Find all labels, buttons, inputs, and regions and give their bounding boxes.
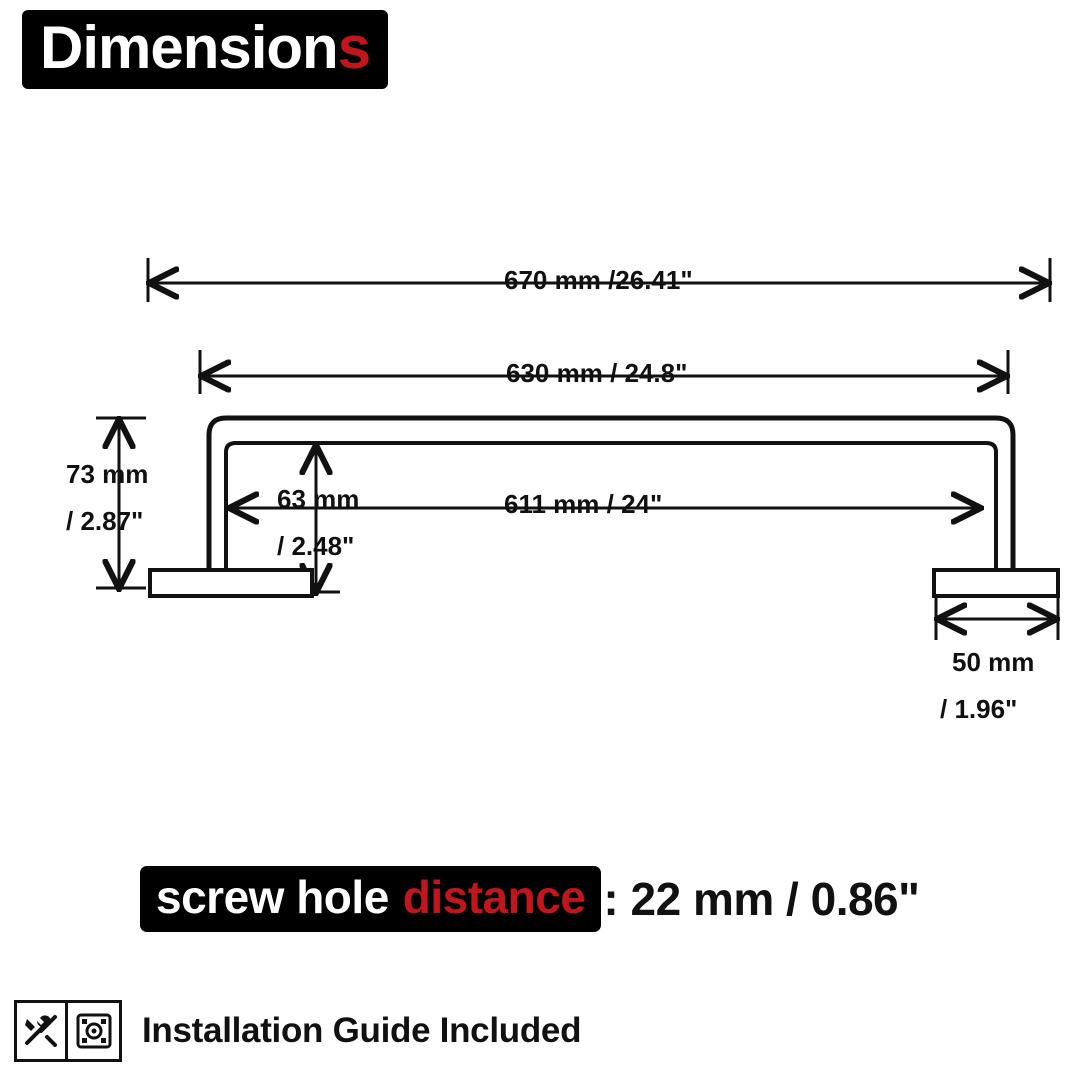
dim-label-total-depth-line2: / 2.87" [66, 506, 144, 536]
dim-label-inner-bar-width: 611 mm / 24" [504, 489, 663, 519]
dim-label-overall-width: 670 mm /26.41" [504, 265, 693, 295]
screw-hole-banner [140, 866, 601, 932]
tools-icon [14, 1000, 68, 1062]
dim-label-total-depth-line1: 73 mm [66, 459, 149, 489]
page-title-accent: s [337, 14, 371, 81]
footer-icon-group [14, 1000, 122, 1062]
installation-guide-row [14, 1000, 581, 1062]
dim-label-mount-center-width: 630 mm / 24.8" [506, 358, 688, 388]
screw-hole-accent: distance [402, 871, 586, 923]
dim-label-bar-depth-line2: / 2.48" [277, 531, 355, 561]
installation-guide-label: Installation Guide Included [142, 1011, 582, 1050]
screw-hole-text: screw hole [156, 871, 389, 923]
manual-icon [68, 1000, 122, 1062]
page-title-main: Dimension [40, 14, 338, 81]
dim-label-base-plate-width-line2: / 1.96" [940, 694, 1018, 724]
dim-label-bar-depth-line1: 63 mm [277, 484, 360, 514]
dim-label-base-plate-width-line1: 50 mm [952, 647, 1035, 677]
screw-hole-value: : 22 mm / 0.86" [603, 873, 920, 925]
screw-hole-distance [140, 866, 919, 932]
